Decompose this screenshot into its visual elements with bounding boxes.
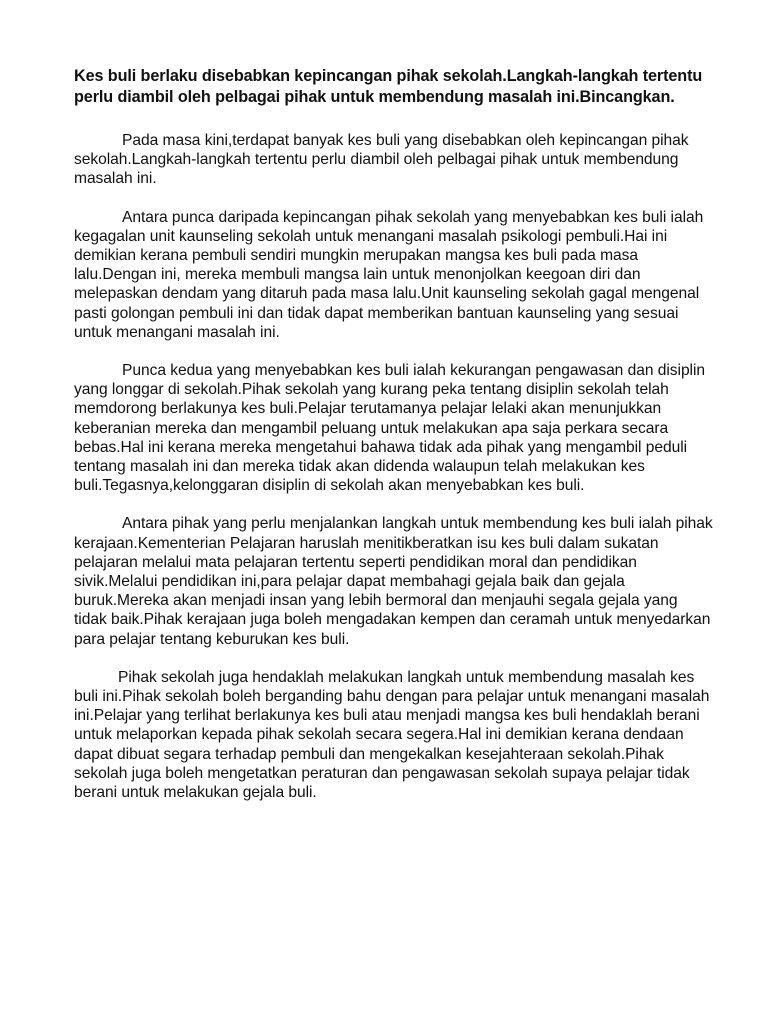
spacer: [74, 495, 714, 514]
essay-title: Kes buli berlaku disebabkan kepincangan pihak sekolah.Langkah-langkah tertentu perlu diambil oleh pelbagai pihak untuk membendung masalah ini.Bincangkan.: [74, 67, 703, 106]
paragraph-cause-discipline: Punca kedua yang menyebabkan kes buli ialah kekurangan pengawasan dan disiplin yang longgar di sekolah.Pihak sekolah yang kurang peka tentang disiplin sekolah telah memdorong berlakunya kes buli.Pelajar terutamanya pelajar lelaki akan menunjukkan keberanian mereka dan mengambil peluang untuk melakukan apa saja perkara secara bebas.Hal ini kerana mereka mengetahui bahawa tidak ada pihak yang mengambil peduli tentang masalah ini dan mereka tidak akan didenda walaupun telah melakukan kes buli.Tegasnya,kelonggaran disiplin di sekolah akan menyebabkan kes buli.: [74, 362, 706, 495]
paragraph-step-government: Antara pihak yang perlu menjalankan langkah untuk membendung kes buli ialah pihak kerajaan.Kementerian Pelajaran haruslah menitikberatkan isu kes buli dalam sukatan pelajaran melalui mata pelajaran tertentu seperti pendidikan moral dan pendidikan sivik.Melalui pendidikan ini,para pelajar dapat membahagi gejala baik dan gejala buruk.Mereka akan menjadi insan yang lebih bermoral dan menjauhi segala gejala yang tidak baik.Pihak kerajaan juga boleh mengadakan kempen dan ceramah untuk menyedarkan para pelajar tentang keburukan kes buli.: [74, 515, 713, 648]
paragraph-cause-counseling: Antara punca daripada kepincangan pihak sekolah yang menyebabkan kes buli ialah kegagalan unit kaunseling sekolah untuk menangani masalah psikologi pembuli.Hai ini demikian kerana pembuli sendiri mungkin merupakan mangsa kes buli pada masa lalu.Dengan ini, mereka membuli mangsa lain untuk menonjolkan keegoan diri dan melepaskan dendam yang ditaruh pada masa lalu.Unit kaunseling sekolah gagal mengenal pasti golongan pembuli ini dan tidak dapat memberikan bantuan kaunseling yang sesuai untuk menangani masalah ini.: [74, 208, 704, 341]
paragraph-step-school: Pihak sekolah juga hendaklah melakukan langkah untuk membendung masalah kes buli ini.Pihak sekolah boleh berganding bahu dengan para pelajar untuk menangani masalah ini.Pelajar yang terlihat berlakunya kes buli atau menjadi mangsa kes buli hendaklah berani untuk melaporkan kepada pihak sekolah secara segera.Hal ini demikian kerana dendaan dapat dibuat segara terhadap pembuli dan mengekalkan kesejahteraan sekolah.Pihak sekolah juga boleh mengetatkan peraturan dan pengawasan sekolah supaya pelajar tidak berani untuk melakukan gejala buli.: [74, 668, 710, 802]
spacer: [74, 649, 714, 668]
essay-body: [74, 66, 714, 802]
spacer: [74, 189, 714, 208]
spacer: [74, 108, 714, 131]
spacer: [74, 342, 714, 361]
paragraph-introduction: Pada masa kini,terdapat banyak kes buli yang disebabkan oleh kepincangan pihak sekolah.Langkah-langkah tertentu perlu diambil oleh pelbagai pihak untuk membendung masalah ini.: [74, 132, 689, 188]
